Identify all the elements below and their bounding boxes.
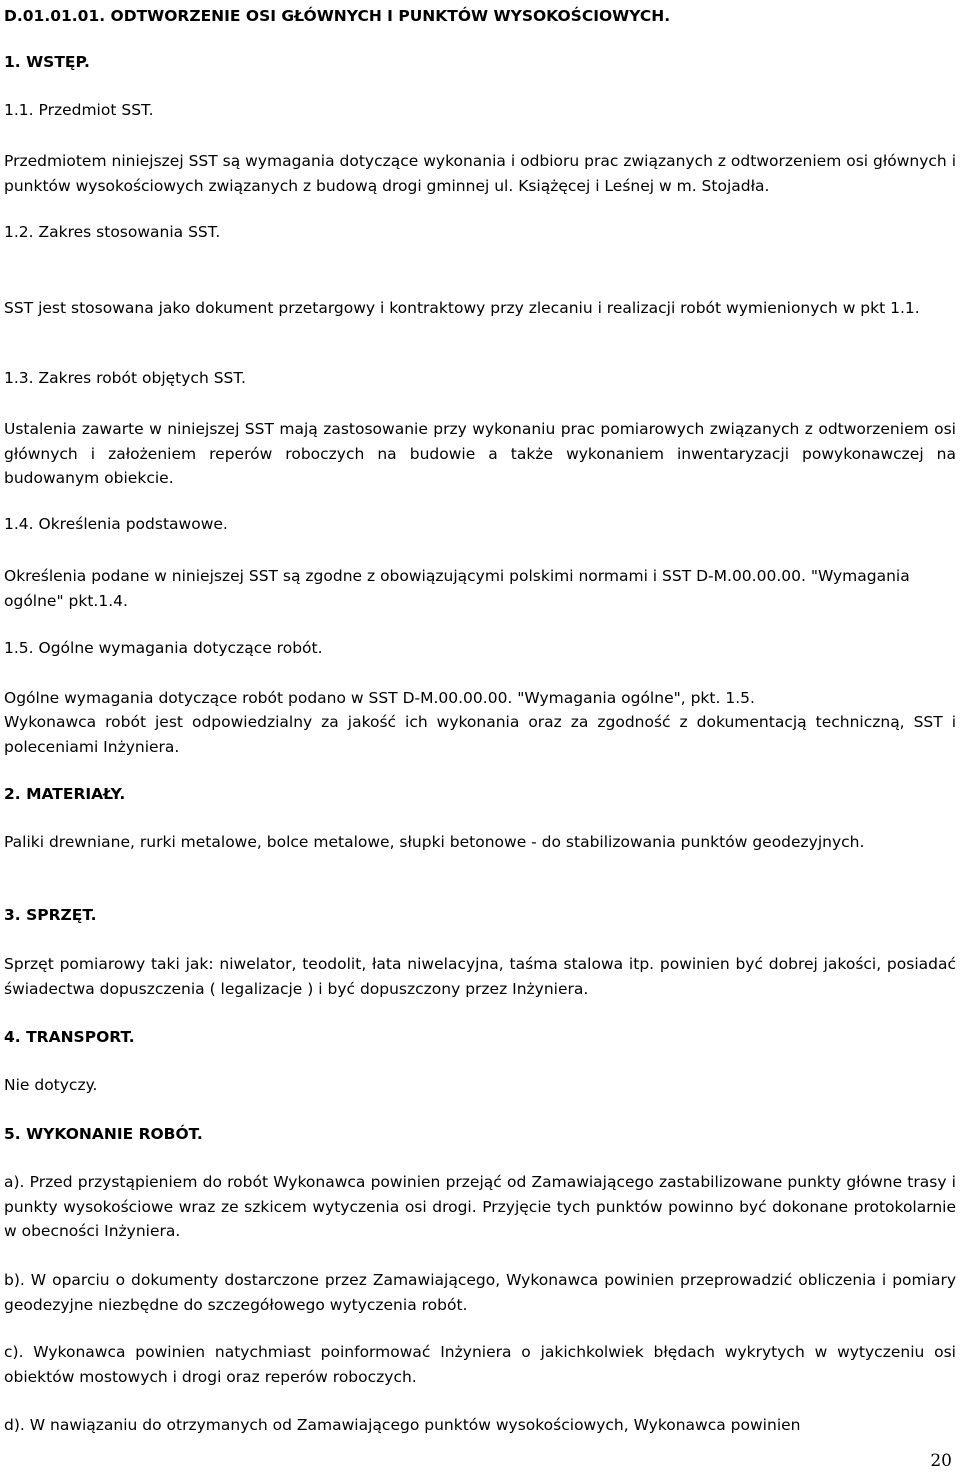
heading-zakres-robot: 1.3. Zakres robót objętych SST. bbox=[4, 369, 246, 387]
paragraph-zakres-stosowania: SST jest stosowana jako dokument przetargowy i kontraktowy przy zlecaniu i realizacji robót wymienionych w pkt 1.1. bbox=[4, 299, 920, 317]
heading-zakres-stosowania: 1.2. Zakres stosowania SST. bbox=[4, 223, 221, 241]
paragraph-okreslenia: Określenia podane w niniejszej SST są zgodne z obowiązującymi polskimi normami i SST D-M.00.00.00. "Wymagania ogólne" pkt.1.4. bbox=[4, 567, 910, 610]
paragraph-zakres-robot: Ustalenia zawarte w niniejszej SST mają zastosowanie przy wykonaniu prac pomiarowych związanych z odtworzeniem osi głównych i założeniem reperów roboczych na budowie a także wykonaniem inwentaryzacji powykonawczej na budowanym obiekcie. bbox=[4, 420, 956, 487]
paragraph-transport: Nie dotyczy. bbox=[4, 1076, 98, 1094]
paragraph-punkt-d: d). W nawiązaniu do otrzymanych od Zamawiającego punktów wysokościowych, Wykonawca powinien bbox=[4, 1416, 801, 1434]
paragraph-odpowiedzialnosc: Wykonawca robót jest odpowiedzialny za jakość ich wykonania oraz za zgodność z dokumentacją techniczną, SST i poleceniami Inżyniera. bbox=[4, 713, 956, 756]
heading-wstep: 1. WSTĘP. bbox=[4, 53, 90, 71]
paragraph-punkt-a: a). Przed przystąpieniem do robót Wykonawca powinien przejąć od Zamawiającego zastabilizowane punkty główne trasy i punkty wysokościowe wraz ze szkicem wytyczenia osi drogi. Przyjęcie tych punktów powinno być dokonane protokolarnie w obecności Inżyniera. bbox=[4, 1173, 956, 1240]
paragraph-sprzet: Sprzęt pomiarowy taki jak: niwelator, teodolit, łata niwelacyjna, taśma stalowa itp. powinien być dobrej jakości, posiadać świadectwa dopuszczenia ( legalizacje ) i być dopuszczony przez Inżyniera. bbox=[4, 955, 956, 998]
paragraph-przedmiot: Przedmiotem niniejszej SST są wymagania dotyczące wykonania i odbioru prac związanych z odtworzeniem osi głównych i punktów wysokościowych związanych z budową drogi gminnej ul. Książęcej i Leśnej w m. Stojadła. bbox=[4, 152, 956, 195]
paragraph-materialy: Paliki drewniane, rurki metalowe, bolce metalowe, słupki betonowe - do stabilizowania punktów geodezyjnych. bbox=[4, 833, 865, 851]
paragraph-punkt-c: c). Wykonawca powinien natychmiast poinformować Inżyniera o jakichkolwiek błędach wykrytych w wytyczeniu osi obiektów mostowych i drogi oraz reperów roboczych. bbox=[4, 1343, 956, 1386]
heading-transport: 4. TRANSPORT. bbox=[4, 1028, 135, 1046]
page-number: 20 bbox=[930, 1451, 952, 1471]
document-title: D.01.01.01. ODTWORZENIE OSI GŁÓWNYCH I PUNKTÓW WYSOKOŚCIOWYCH. bbox=[4, 7, 671, 25]
paragraph-ogolne-wymagania: Ogólne wymagania dotyczące robót podano w SST D-M.00.00.00. "Wymagania ogólne", pkt. 1.5. bbox=[4, 689, 755, 707]
heading-okreslenia: 1.4. Określenia podstawowe. bbox=[4, 515, 228, 533]
heading-przedmiot: 1.1. Przedmiot SST. bbox=[4, 101, 154, 119]
heading-materialy: 2. MATERIAŁY. bbox=[4, 785, 126, 803]
paragraph-punkt-b: b). W oparciu o dokumenty dostarczone przez Zamawiającego, Wykonawca powinien przeprowadzić obliczenia i pomiary geodezyjne niezbędne do szczegółowego wytyczenia robót. bbox=[4, 1271, 956, 1314]
heading-wykonanie-robot: 5. WYKONANIE ROBÓT. bbox=[4, 1125, 203, 1143]
heading-ogolne-wymagania: 1.5. Ogólne wymagania dotyczące robót. bbox=[4, 639, 323, 657]
heading-sprzet: 3. SPRZĘT. bbox=[4, 906, 97, 924]
